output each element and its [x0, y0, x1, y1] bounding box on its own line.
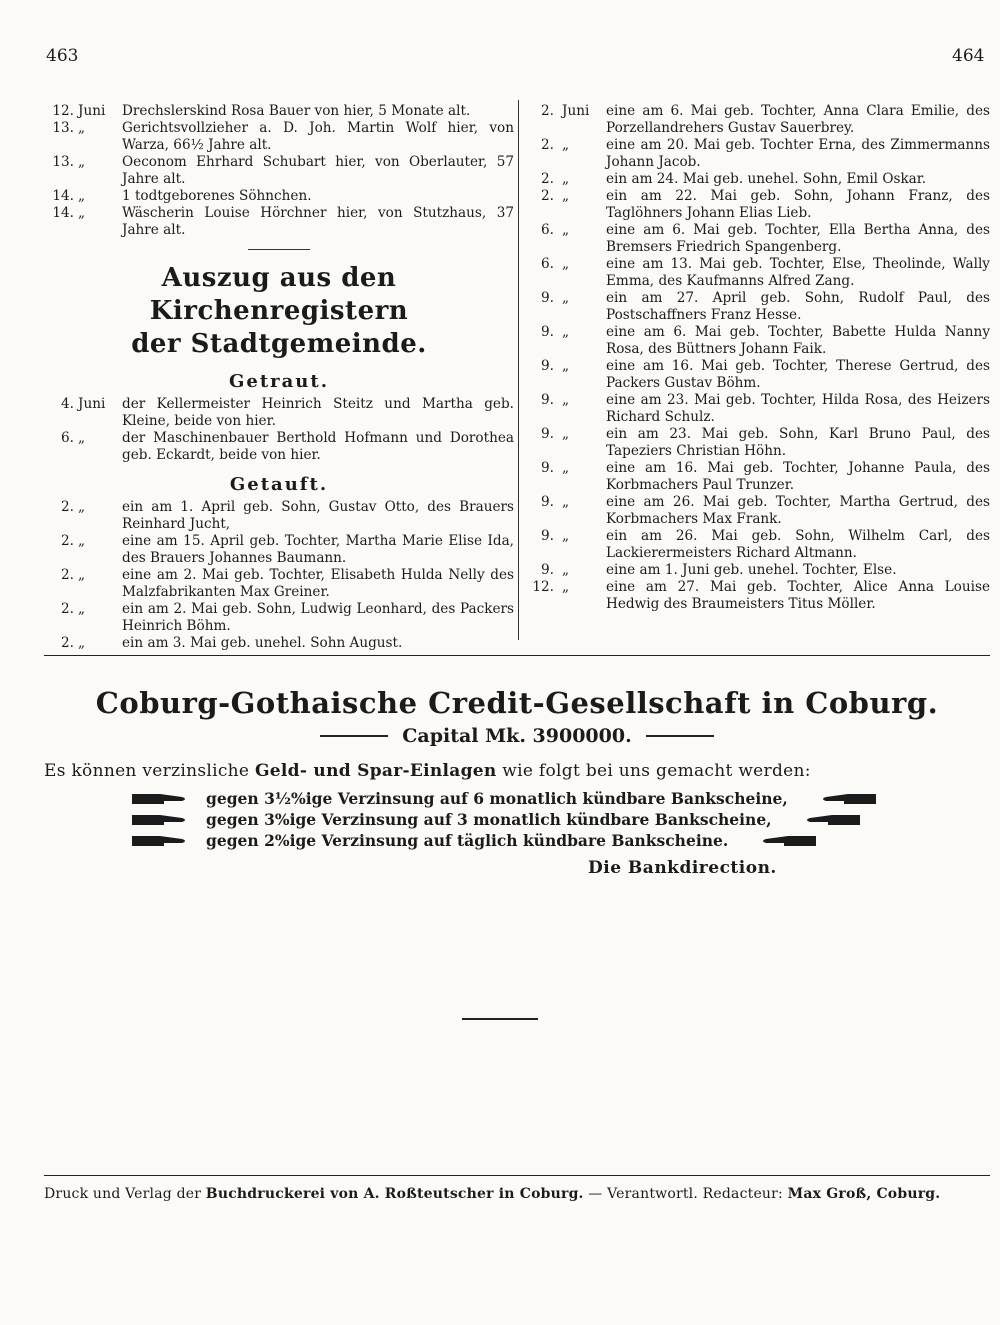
- entry-month: „: [562, 171, 570, 187]
- entry-day: 2.: [541, 103, 554, 119]
- entry-month: Juni: [562, 103, 590, 119]
- entry-month: „: [562, 222, 570, 238]
- entry-month: Juni: [78, 396, 106, 412]
- entry-text: eine am 15. April geb. Tochter, Martha Marie Elise Ida, des Brauers Johannes Baumann.: [122, 533, 514, 566]
- baptized-list-left: [44, 499, 514, 652]
- entry-month: „: [562, 324, 570, 340]
- list-item: [528, 579, 990, 613]
- list-item: [528, 562, 990, 579]
- list-item: [44, 205, 514, 239]
- right-column: [528, 103, 990, 613]
- list-item: [528, 171, 990, 188]
- entry-month: „: [78, 205, 86, 221]
- entry-text: ein am 23. Mai geb. Sohn, Karl Bruno Paul, des Tapeziers Christian Höhn.: [606, 426, 990, 459]
- entry-day: 2.: [61, 499, 74, 515]
- entry-text: eine am 23. Mai geb. Tochter, Hilda Rosa, des Heizers Richard Schulz.: [606, 392, 990, 425]
- entry-day: 9.: [541, 426, 554, 442]
- section-heading-line1: Auszug aus den Kirchenregistern: [149, 263, 409, 326]
- entry-text: eine am 20. Mai geb. Tochter Erna, des Zimmermanns Johann Jacob.: [606, 137, 990, 170]
- entry-text: ein am 3. Mai geb. unehel. Sohn August.: [122, 635, 403, 651]
- entry-day: 12.: [52, 103, 74, 119]
- entry-month: „: [562, 562, 570, 578]
- entry-month: „: [78, 499, 86, 515]
- entry-month: „: [78, 188, 86, 204]
- section-heading-line2: der Stadtgemeinde.: [131, 329, 427, 359]
- entry-text: 1 todtgeborenes Söhnchen.: [122, 188, 312, 204]
- ad-capital-text: Capital Mk. 3900000.: [402, 725, 632, 747]
- entry-day: 14.: [52, 205, 74, 221]
- column-divider: [518, 100, 519, 640]
- baptized-list-right: [528, 103, 990, 613]
- list-item: [528, 222, 990, 256]
- entry-day: 6.: [61, 430, 74, 446]
- entry-month: „: [78, 601, 86, 617]
- interest-row: [130, 831, 930, 850]
- entry-day: 9.: [541, 460, 554, 476]
- married-list: [44, 396, 514, 464]
- list-item: [528, 426, 990, 460]
- pointing-hand-icon: [130, 812, 190, 828]
- entry-day: 9.: [541, 562, 554, 578]
- entry-month: „: [562, 358, 570, 374]
- interest-row: [130, 810, 930, 829]
- list-item: [528, 188, 990, 222]
- entry-text: Gerichtsvollzieher a. D. Joh. Martin Wolf hier, von Warza, 66½ Jahre alt.: [122, 120, 514, 153]
- list-item: [528, 290, 990, 324]
- entry-text: der Kellermeister Heinrich Steitz und Martha geb. Kleine, beide von hier.: [122, 396, 514, 429]
- entry-month: „: [562, 290, 570, 306]
- footer-rule: [44, 1175, 990, 1176]
- entry-text: der Maschinenbauer Berthold Hofmann und Dorothea geb. Eckardt, beide von hier.: [122, 430, 514, 463]
- entry-day: 2.: [61, 567, 74, 583]
- list-item: [528, 494, 990, 528]
- list-item: [44, 499, 514, 533]
- page-number-left: 463: [46, 46, 79, 66]
- entry-day: 2.: [61, 533, 74, 549]
- entry-text: ein am 26. Mai geb. Sohn, Wilhelm Carl, des Lackierermeisters Richard Altmann.: [606, 528, 990, 561]
- entry-text: eine am 6. Mai geb. Tochter, Babette Hulda Nanny Rosa, des Büttners Johann Faik.: [606, 324, 990, 357]
- entry-text: eine am 2. Mai geb. Tochter, Elisabeth Hulda Nelly des Malzfabrikanten Max Greiner.: [122, 567, 514, 600]
- entry-month: „: [78, 120, 86, 136]
- entry-month: „: [562, 137, 570, 153]
- entry-month: „: [78, 533, 86, 549]
- list-item: [528, 528, 990, 562]
- pointing-hand-icon: [130, 833, 190, 849]
- entry-month: „: [562, 528, 570, 544]
- section-heading: [44, 262, 514, 361]
- pointing-hand-icon: [130, 791, 190, 807]
- entry-text: eine am 27. Mai geb. Tochter, Alice Anna Louise Hedwig des Braumeisters Titus Möller.: [606, 579, 990, 612]
- entry-day: 13.: [52, 120, 74, 136]
- entry-text: eine am 1. Juni geb. unehel. Tochter, Else.: [606, 562, 897, 578]
- entry-day: 9.: [541, 324, 554, 340]
- entry-day: 12.: [532, 579, 554, 595]
- entry-text: ein am 22. Mai geb. Sohn, Johann Franz, des Taglöhners Johann Elias Lieb.: [606, 188, 990, 221]
- entry-month: „: [562, 188, 570, 204]
- entry-text: ein am 27. April geb. Sohn, Rudolf Paul, des Postschaffners Franz Hesse.: [606, 290, 990, 323]
- entry-month: „: [562, 392, 570, 408]
- ad-capital: [44, 725, 990, 747]
- ad-title: Coburg-Gothaische Credit-Gesellschaft in Coburg.: [95, 686, 939, 720]
- horizontal-rule: [44, 655, 990, 656]
- list-item: [44, 103, 514, 120]
- list-item: [528, 460, 990, 494]
- list-item: [528, 358, 990, 392]
- entry-text: eine am 6. Mai geb. Tochter, Anna Clara Emilie, des Porzellandrehers Gustav Sauerbrey.: [606, 103, 990, 136]
- entry-day: 2.: [61, 635, 74, 651]
- list-item: [44, 120, 514, 154]
- entry-month: „: [562, 579, 570, 595]
- entry-day: 6.: [541, 222, 554, 238]
- list-item: [44, 430, 514, 464]
- list-item: [44, 396, 514, 430]
- entry-day: 9.: [541, 392, 554, 408]
- ad-intro: [44, 761, 990, 781]
- section-divider: [248, 249, 310, 250]
- entry-text: eine am 16. Mai geb. Tochter, Johanne Paula, des Korbmachers Paul Trunzer.: [606, 460, 990, 493]
- entry-text: ein am 2. Mai geb. Sohn, Ludwig Leonhard, des Packers Heinrich Böhm.: [122, 601, 514, 634]
- entry-month: „: [78, 430, 86, 446]
- dash-rule: [646, 735, 714, 737]
- list-item: [528, 392, 990, 426]
- interest-row-text: gegen 2%ige Verzinsung auf täglich kündbare Bankscheine.: [206, 831, 729, 850]
- entry-day: 13.: [52, 154, 74, 170]
- page-number-right: 464: [952, 46, 985, 66]
- baptized-heading: Getauft.: [229, 474, 329, 495]
- pointing-hand-icon: [802, 812, 862, 828]
- entry-month: „: [562, 460, 570, 476]
- list-item: [528, 324, 990, 358]
- footer-middle: — Verantwortl. Redacteur:: [588, 1186, 783, 1202]
- entry-text: eine am 13. Mai geb. Tochter, Else, Theolinde, Wally Emma, des Kaufmanns Alfred Zang.: [606, 256, 990, 289]
- entry-month: „: [78, 567, 86, 583]
- entry-month: „: [78, 154, 86, 170]
- list-item: [528, 137, 990, 171]
- entry-text: eine am 6. Mai geb. Tochter, Ella Bertha Anna, des Bremsers Friedrich Spangenberg.: [606, 222, 990, 255]
- entry-month: Juni: [78, 103, 106, 119]
- section-divider: [462, 1018, 538, 1020]
- list-item: [44, 567, 514, 601]
- pointing-hand-icon: [758, 833, 818, 849]
- entry-text: Wäscherin Louise Hörchner hier, von Stutzhaus, 37 Jahre alt.: [122, 205, 514, 238]
- footer-printer: Buchdruckerei von A. Roßteutscher in Coburg.: [205, 1186, 584, 1202]
- entry-day: 9.: [541, 358, 554, 374]
- entry-day: 2.: [61, 601, 74, 617]
- entry-month: „: [562, 256, 570, 272]
- entry-month: „: [78, 635, 86, 651]
- pointing-hand-icon: [818, 791, 878, 807]
- ad-signature: Die Bankdirection.: [588, 858, 777, 878]
- entry-month: „: [562, 494, 570, 510]
- entry-text: ein am 24. Mai geb. unehel. Sohn, Emil Oskar.: [606, 171, 927, 187]
- list-item: [44, 601, 514, 635]
- entry-day: 6.: [541, 256, 554, 272]
- entry-day: 9.: [541, 528, 554, 544]
- ad-intro-suffix: wie folgt bei uns gemacht werden:: [502, 761, 811, 781]
- entry-text: ein am 1. April geb. Sohn, Gustav Otto, des Brauers Reinhard Jucht,: [122, 499, 514, 532]
- dash-rule: [320, 735, 388, 737]
- entry-text: eine am 16. Mai geb. Tochter, Therese Gertrud, des Packers Gustav Böhm.: [606, 358, 990, 391]
- interest-row-text: gegen 3½%ige Verzinsung auf 6 monatlich kündbare Bankscheine,: [206, 789, 788, 808]
- entry-text: Oeconom Ehrhard Schubart hier, von Oberlauter, 57 Jahre alt.: [122, 154, 514, 187]
- ad-intro-bold: Geld- und Spar-Einlagen: [254, 761, 497, 781]
- footer-editor: Max Groß, Coburg.: [787, 1186, 941, 1202]
- list-item: [44, 635, 514, 652]
- entry-text: Drechslerskind Rosa Bauer von hier, 5 Monate alt.: [122, 103, 471, 119]
- entry-day: 2.: [541, 137, 554, 153]
- entry-day: 2.: [541, 171, 554, 187]
- entry-day: 9.: [541, 494, 554, 510]
- left-column: [44, 103, 514, 652]
- married-heading: Getraut.: [229, 371, 329, 392]
- entry-month: „: [562, 426, 570, 442]
- entry-day: 9.: [541, 290, 554, 306]
- imprint-footer: [44, 1186, 990, 1202]
- entry-text: eine am 26. Mai geb. Tochter, Martha Gertrud, des Korbmachers Max Frank.: [606, 494, 990, 527]
- footer-prefix: Druck und Verlag der: [44, 1186, 202, 1202]
- list-item: [44, 533, 514, 567]
- ad-intro-prefix: Es können verzinsliche: [44, 761, 250, 781]
- interest-row: [130, 789, 930, 808]
- interest-row-text: gegen 3%ige Verzinsung auf 3 monatlich kündbare Bankscheine,: [206, 810, 772, 829]
- entry-day: 2.: [541, 188, 554, 204]
- entry-day: 14.: [52, 188, 74, 204]
- list-item: [44, 154, 514, 188]
- entry-day: 4.: [61, 396, 74, 412]
- list-item: [44, 188, 514, 205]
- list-item: [528, 103, 990, 137]
- death-register-list: [44, 103, 514, 239]
- list-item: [528, 256, 990, 290]
